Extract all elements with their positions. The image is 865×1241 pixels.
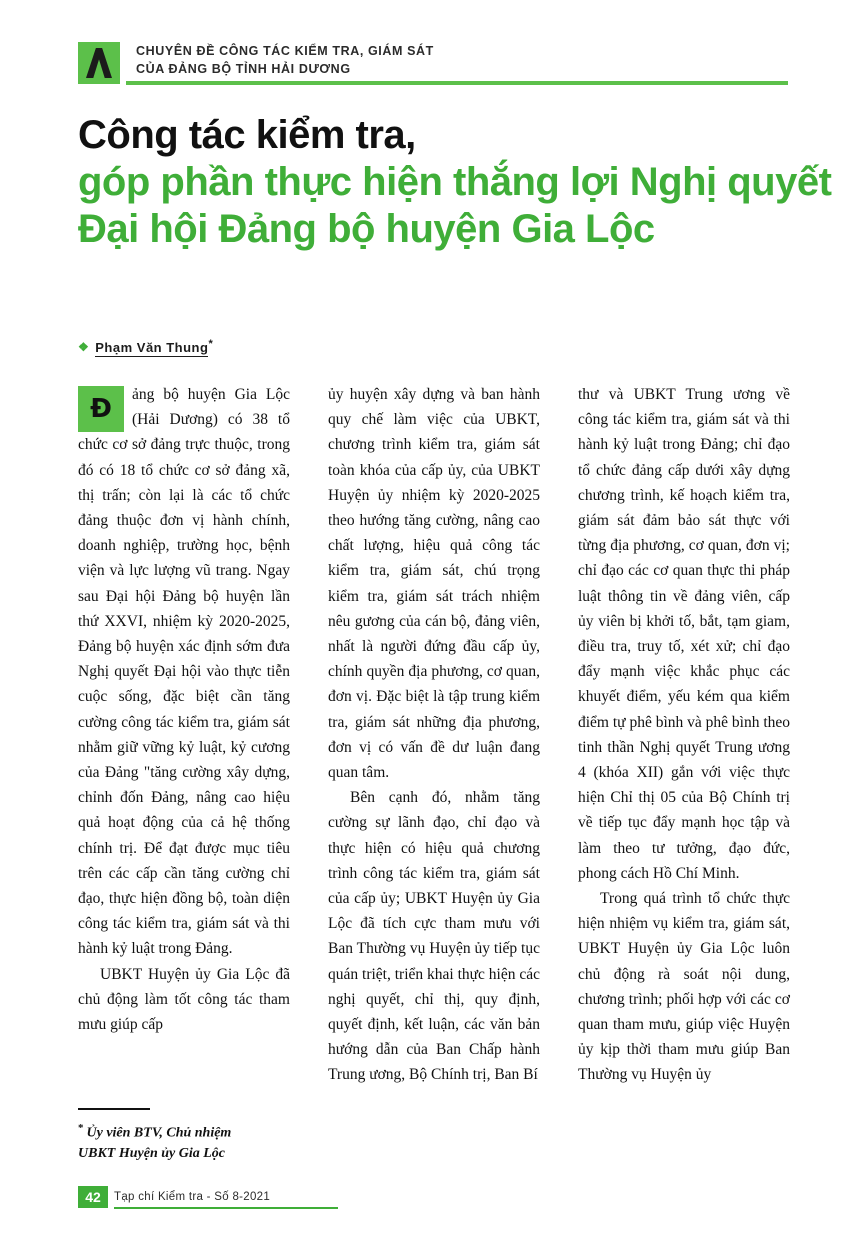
body-column-1: [78, 382, 290, 1037]
article-author: [78, 338, 213, 355]
article-title: [78, 112, 832, 253]
footnote-divider: [78, 1108, 150, 1110]
author-footnote-mark: *: [208, 338, 214, 350]
emblem-glyph: [86, 48, 112, 78]
title-line-3: Đại hội Đảng bộ huyện Gia Lộc: [78, 207, 655, 251]
article-body: [78, 382, 790, 1172]
footnote-line-1: Ủy viên BTV, Chủ nhiệm: [86, 1125, 232, 1141]
body-column-2: [328, 382, 540, 1088]
title-line-2: góp phần thực hiện thắng lợi Nghị quyết: [78, 160, 832, 204]
page-footer: [78, 1186, 338, 1208]
page-header: [78, 42, 788, 84]
header-section-title: [136, 42, 788, 78]
footnote-line-2: UBKT Huyện ủy Gia Lộc: [78, 1146, 225, 1162]
paragraph: UBKT Huyện ủy Gia Lộc đã chủ động làm tốt công tác tham mưu giúp cấp: [78, 965, 290, 1034]
page-number: 42: [78, 1186, 108, 1208]
header-line-1: CHUYÊN ĐỀ CÔNG TÁC KIỂM TRA, GIÁM SÁT: [136, 44, 434, 58]
paragraph: ủy huyện xây dựng và ban hành quy chế làm việc của UBKT, chương trình kiểm tra, giám sát toàn khóa của cấp ủy, của UBKT Huyện ủy nhiệm kỳ 2020-2025 theo hướng tăng cường, nâng cao chất lượng, hiệu quả công tác kiểm tra, giám sát, chú trọng kiểm tra, giám sát trách nhiệm nêu gương của cán bộ, đảng viên, nhất là người đứng đầu cấp ủy, chính quyền địa phương, cơ quan, đơn vị. Đặc biệt là tập trung kiểm tra, giám sát những địa phương, đơn vị có vấn đề dư luận đang quan tâm.: [328, 386, 540, 782]
footnote-text: [78, 1118, 290, 1165]
dropcap-letter: Đ: [90, 394, 112, 424]
paragraph: Trong quá trình tổ chức thực hiện nhiệm vụ kiểm tra, giám sát, UBKT Huyện ủy Gia Lộc luôn chủ động rà soát nội dung, chương trình; phối hợp với các cơ quan tham mưu, giúp việc Huyện ủy kịp thời tham mưu giúp Ban Thường vụ Huyện ủy: [578, 890, 790, 1084]
publication-info: Tạp chí Kiểm tra - Số 8-2021: [114, 1191, 271, 1203]
author-footnote: [78, 1108, 290, 1164]
paragraph: Bên cạnh đó, nhằm tăng cường sự lãnh đạo, chỉ đạo và thực hiện có hiệu quả chương trình công tác kiểm tra, giám sát của cấp ủy; UBKT Huyện ủy Gia Lộc đã tích cực tham mưu với Ban Thường vụ Huyện ủy tiếp tục quán triệt, triển khai thực hiện các nghị quyết, chỉ thị, quy định, quyết định, kết luận, các văn bản hướng dẫn của Ban Chấp hành Trung ương, Bộ Chính trị, Ban Bí: [328, 789, 540, 1084]
footnote-mark: *: [78, 1121, 84, 1134]
magazine-emblem-icon: [78, 42, 120, 84]
diamond-bullet-icon: ❖: [78, 340, 90, 355]
header-line-2: CỦA ĐẢNG BỘ TỈNH HẢI DƯƠNG: [136, 62, 351, 76]
paragraph: ảng bộ huyện Gia Lộc (Hải Dương) có 38 tổ chức cơ sở đảng trực thuộc, trong đó có 18 tổ chức cơ sở đảng xã, thị trấn; còn lại là các tổ chức đảng thuộc đơn vị hành chính, doanh nghiệp, trường học, bệnh viện và lực lượng vũ trang. Ngay sau Đại hội Đảng bộ huyện lần thứ XXVI, nhiệm kỳ 2020-2025, Đảng bộ huyện xác định sớm đưa Nghị quyết Đại hội vào thực tiễn cuộc sống, đặc biệt cần tăng cường công tác kiểm tra, giám sát nhằm giữ vững kỷ luật, kỷ cương của Đảng "tăng cường xây dựng, chỉnh đốn Đảng, nâng cao hiệu quả hoạt động của cả hệ thống chính trị. Để đạt được mục tiêu trên các cấp cần tăng cường chỉ đạo, thực hiện đồng bộ, toàn diện công tác kiểm tra, giám sát và thi hành kỷ luật trong Đảng.: [78, 386, 290, 958]
party-emblem-icon: [78, 386, 124, 432]
author-name: Phạm Văn Thung: [95, 340, 209, 356]
header-divider: [126, 81, 788, 85]
paragraph: thư và UBKT Trung ương về công tác kiểm tra, giám sát và thi hành kỷ luật trong Đảng; chỉ đạo tổ chức đảng cấp dưới xây dựng chương trình, kế hoạch kiểm tra, giám sát đảm bảo sát thực với từng địa phương, cơ quan, đơn vị; chỉ đạo các cơ quan thực thi pháp luật thông tin về đảng viên, cấp ủy viên bị khởi tố, bắt, tạm giam, điều tra, truy tố, xét xử; chỉ đạo đẩy mạnh việc khắc phục các khuyết điểm, yếu kém qua kiểm điểm tự phê bình và phê bình theo tinh thần Nghị quyết Trung ương 4 (khóa XII) gắn với việc thực hiện Chỉ thị 05 của Bộ Chính trị về tiếp tục đẩy mạnh học tập và làm theo tư tưởng, đạo đức, phong cách Hồ Chí Minh.: [578, 386, 791, 882]
title-line-1: Công tác kiểm tra,: [78, 113, 416, 157]
body-column-3: [578, 382, 790, 1088]
footer-divider: [114, 1207, 338, 1209]
